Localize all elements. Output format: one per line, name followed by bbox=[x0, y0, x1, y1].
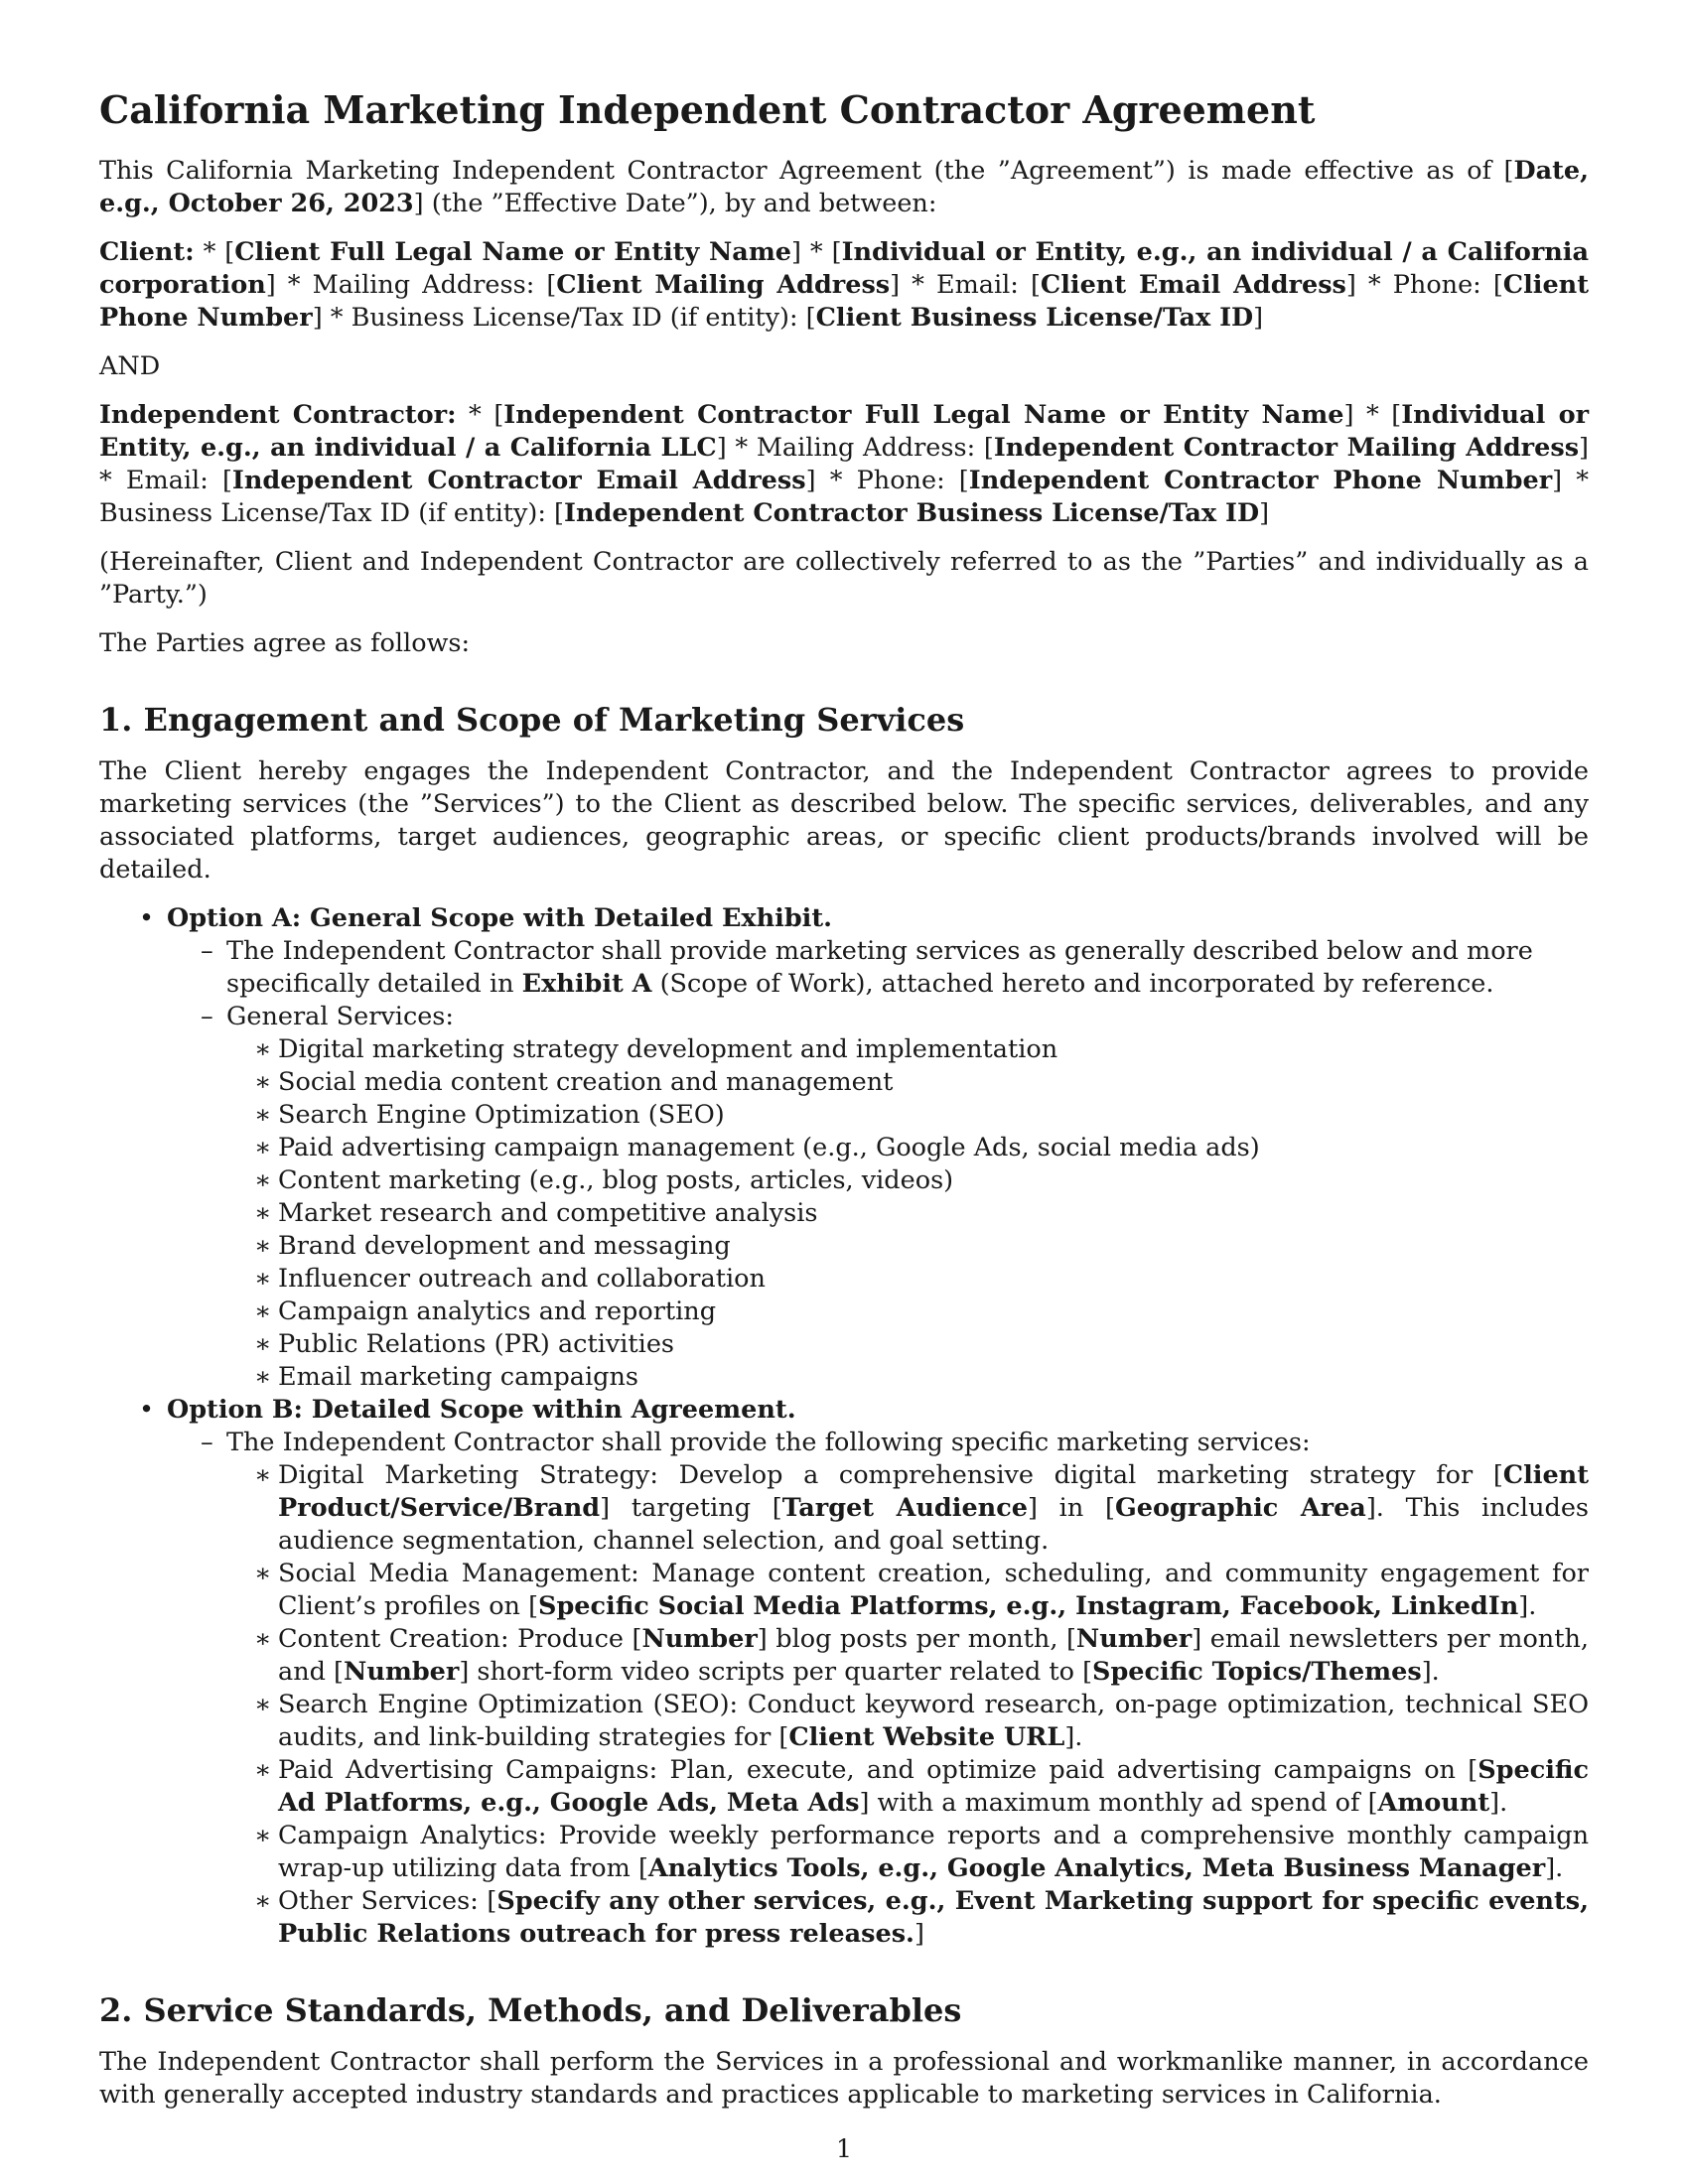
general-services-list bbox=[226, 1033, 1589, 1394]
document-page bbox=[99, 87, 1589, 2127]
contractor-block: Independent Contractor: * [Independent Contractor Full Legal Name or Entity Name] * [Individual or Entity, e.g., an individual / a California LLC] * Mailing Address: [Independent Contractor Mailing Address] * Email: [Independent Contractor Email Address] * Phone: [Independent Contractor Phone Number] * Business License/Tax ID (if entity): [Independent Contractor Business License/Tax ID] bbox=[99, 400, 1590, 528]
hereinafter-paragraph: (Hereinafter, Client and Independent Contractor are collectively referred to as the ”Parties” and individually as a ”Party.”) bbox=[99, 547, 1589, 610]
list-item: – The Independent Contractor shall provide marketing services as generally described below and more specifically detailed in Exhibit A (Scope of Work), attached hereto and incorporated by reference. bbox=[201, 936, 1533, 999]
asterisk-icon: ∗ bbox=[254, 1362, 272, 1392]
list-item: ∗ Search Engine Optimization (SEO) bbox=[254, 1100, 725, 1130]
agree-paragraph: The Parties agree as follows: bbox=[99, 628, 471, 658]
section-1-paragraph: The Client hereby engages the Independent Contractor, and the Independent Contractor agrees to provide marketing services (the ”Services”) to the Client as described below. The specific services, deliverables, and any associated platforms, target audiences, geographic areas, or specific client products/brands involved will be detailed. bbox=[99, 756, 1589, 885]
options-list bbox=[99, 902, 1589, 1951]
list-item: ∗ Social media content creation and management bbox=[254, 1067, 894, 1097]
list-item: ∗ Search Engine Optimization (SEO): Conduct keyword research, on-page optimization, technical SEO audits, and link-building strategies for [Client Website URL]. bbox=[254, 1690, 1589, 1752]
dash-icon: – bbox=[201, 1428, 213, 1457]
list-item: ∗ Campaign Analytics: Provide weekly performance reports and a comprehensive monthly campaign wrap-up utilizing data from [Analytics Tools, e.g., Google Analytics, Meta Business Manager]. bbox=[254, 1821, 1589, 1883]
bullet-icon: • bbox=[139, 903, 155, 933]
list-item: ∗ Campaign analytics and reporting bbox=[254, 1297, 717, 1326]
list-item: ∗ Brand development and messaging bbox=[254, 1231, 731, 1261]
list-item: ∗ Content Creation: Produce [Number] blog posts per month, [Number] email newsletters per month, and [Number] short-form video scripts per quarter related to [Specific Topics/Themes]. bbox=[254, 1624, 1589, 1687]
asterisk-icon: ∗ bbox=[254, 1100, 272, 1130]
list-item: – General Services: ∗ Digital marketing strategy development and implementation ∗ Social media content creation and management ∗ Search Engine Optimization (SEO) ∗ Paid advertising campaign management (e.g., Google Ads, social media ads) ∗ Content marketing (e.g., blog posts, articles, videos) ∗ Market research and competitive analysis ∗ Brand development and messaging ∗ Influencer outreach and collaboration ∗ Campaign analytics and reporting ∗ Public Relations (PR) activities ∗ Email marketing campaigns bbox=[167, 1001, 1589, 1394]
document-title: California Marketing Independent Contractor Agreement bbox=[99, 87, 1316, 132]
list-item: ∗ Social Media Management: Manage content creation, scheduling, and community engagement for Client’s profiles on [Specific Social Media Platforms, e.g., Instagram, Facebook, LinkedIn]. bbox=[254, 1559, 1589, 1621]
bullet-icon: • bbox=[139, 1395, 155, 1425]
list-item: ∗ Paid advertising campaign management (e.g., Google Ads, social media ads) bbox=[254, 1133, 1260, 1162]
intro-paragraph: This California Marketing Independent Contractor Agreement (the ”Agreement”) is made effective as of [Date, e.g., October 26, 2023] (the ”Effective Date”), by and between: bbox=[99, 156, 1589, 218]
section-2-heading: 2. Service Standards, Methods, and Deliverables bbox=[99, 1991, 962, 2029]
asterisk-icon: ∗ bbox=[254, 1034, 272, 1064]
section-1-heading: 1. Engagement and Scope of Marketing Services bbox=[99, 701, 965, 739]
asterisk-icon: ∗ bbox=[254, 1755, 272, 1785]
asterisk-icon: ∗ bbox=[254, 1264, 272, 1294]
dash-icon: – bbox=[201, 1002, 213, 1031]
page-number: 1 bbox=[835, 2134, 853, 2164]
asterisk-icon: ∗ bbox=[254, 1624, 272, 1654]
and-separator: AND bbox=[99, 351, 161, 381]
list-item: ∗ Email marketing campaigns bbox=[254, 1362, 638, 1392]
option-a-label: Option A: General Scope with Detailed Exhibit. bbox=[167, 903, 832, 933]
list-item: ∗ Digital Marketing Strategy: Develop a comprehensive digital marketing strategy for [Client Product/Service/Brand] targeting [Target Audience] in [Geographic Area]. This includes audience segmentation, channel selection, and goal setting. bbox=[254, 1460, 1589, 1556]
list-item: ∗ Public Relations (PR) activities bbox=[254, 1329, 675, 1359]
option-a bbox=[99, 902, 1589, 1394]
asterisk-icon: ∗ bbox=[254, 1067, 272, 1097]
asterisk-icon: ∗ bbox=[254, 1886, 272, 1916]
asterisk-icon: ∗ bbox=[254, 1133, 272, 1162]
option-b bbox=[99, 1394, 1589, 1951]
asterisk-icon: ∗ bbox=[254, 1690, 272, 1719]
asterisk-icon: ∗ bbox=[254, 1821, 272, 1850]
list-item: ∗ Paid Advertising Campaigns: Plan, execute, and optimize paid advertising campaigns on [Specific Ad Platforms, e.g., Google Ads, Meta Ads] with a maximum monthly ad spend of [Amount]. bbox=[254, 1755, 1589, 1818]
list-item: ∗ Influencer outreach and collaboration bbox=[254, 1264, 766, 1294]
list-item: ∗ Content marketing (e.g., blog posts, articles, videos) bbox=[254, 1165, 954, 1195]
section-2-paragraph: The Independent Contractor shall perform the Services in a professional and workmanlike manner, in accordance with generally accepted industry standards and practices applicable to marketing services in California. bbox=[99, 2047, 1589, 2110]
asterisk-icon: ∗ bbox=[254, 1297, 272, 1326]
list-item: – The Independent Contractor shall provide the following specific marketing services: ∗ Digital Marketing Strategy: Develop a comprehensive digital marketing strategy for [Client Product/Service/Brand] targeting [Target Audience] in [Geographic Area]. This includes audience segmentation, channel selection, and goal setting. ∗ Social Media Management: Manage content creation, scheduling, and community engagement for Client’s profiles on [Specific Social Media Platforms, e.g., Instagram, Facebook, LinkedIn]. ∗ Content Creation: Produce [Number] blog posts per month, [Number] email newsletters per month, and [Number] short-form video scripts per quarter related to [Specific Topics/Themes]. ∗ Search Engine Optimization (SEO): Conduct keyword research, on-page optimization, technical SEO audits, and link-building strategies for [Client Website URL]. ∗ Paid Advertising Campaigns: Plan, execute, and optimize paid advertising campaigns on [Specific Ad Platforms, e.g., Google Ads, Meta Ads] with a maximum monthly ad spend of [Amount]. ∗ Campaign Analytics: Provide weekly performance reports and a comprehensive monthly campaign wrap-up utilizing data from [Analytics Tools, e.g., Google Analytics, Meta Business Manager]. ∗ Other Services: [Specify any other services, e.g., Event Marketing support for specific events, Public Relations outreach for press releases.] bbox=[201, 1428, 1589, 1949]
contractor-label: Independent Contractor: bbox=[99, 400, 457, 430]
asterisk-icon: ∗ bbox=[254, 1329, 272, 1359]
asterisk-icon: ∗ bbox=[254, 1460, 272, 1490]
asterisk-icon: ∗ bbox=[254, 1559, 272, 1588]
specific-services-list bbox=[226, 1459, 1589, 1951]
asterisk-icon: ∗ bbox=[254, 1198, 272, 1228]
list-item: ∗ Digital marketing strategy development and implementation bbox=[254, 1034, 1058, 1064]
client-label: Client: bbox=[99, 237, 195, 267]
asterisk-icon: ∗ bbox=[254, 1165, 272, 1195]
option-b-label: Option B: Detailed Scope within Agreement. bbox=[167, 1395, 796, 1425]
list-item: ∗ Other Services: [Specify any other services, e.g., Event Marketing support for specific events, Public Relations outreach for press releases.] bbox=[254, 1886, 1589, 1949]
asterisk-icon: ∗ bbox=[254, 1231, 272, 1261]
list-item: ∗ Market research and competitive analysis bbox=[254, 1198, 818, 1228]
dash-icon: – bbox=[201, 936, 213, 966]
client-block: Client: * [Client Full Legal Name or Entity Name] * [Individual or Entity, e.g., an individual / a California corporation] * Mailing Address: [Client Mailing Address] * Email: [Client Email Address] * Phone: [Client Phone Number] * Business License/Tax ID (if entity): [Client Business License/Tax ID] bbox=[99, 237, 1590, 333]
